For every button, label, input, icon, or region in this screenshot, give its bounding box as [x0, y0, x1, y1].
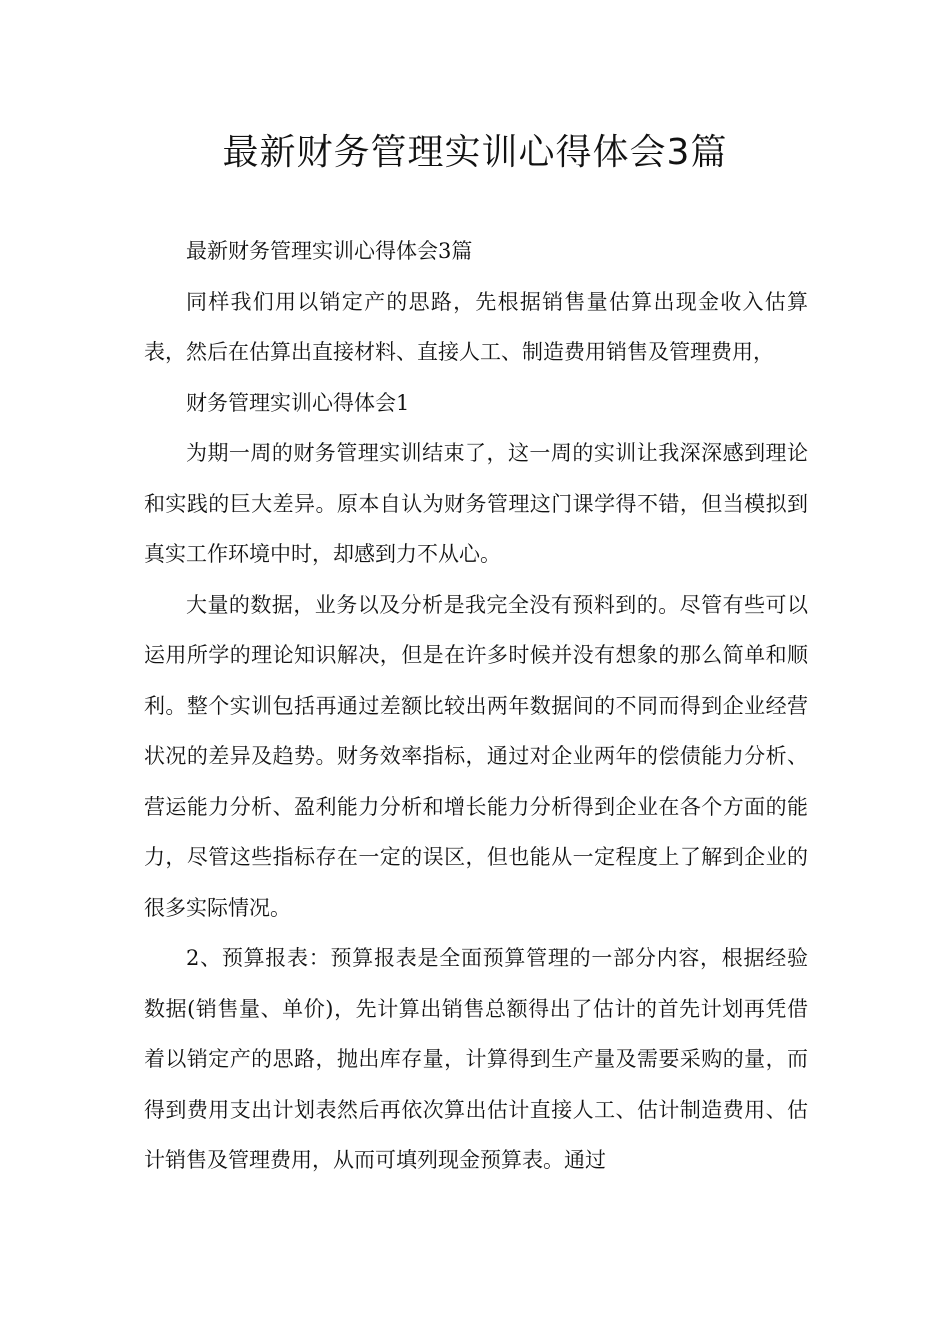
paragraph-training-summary: 为期一周的财务管理实训结束了，这一周的实训让我深深感到理论和实践的巨大差异。原本自认为财务管理这门课学得不错，但当模拟到真实工作环境中时，却感到力不从心。 [144, 441, 808, 566]
paragraph-data-analysis: 大量的数据，业务以及分析是我完全没有预料到的。尽管有些可以运用所学的理论知识解决，但是在许多时候并没有想象的那么简单和顺利。整个实训包括再通过差额比较出两年数据间的不同而得到企业经营状况的差异及趋势。财务效率指标，通过对企业两年的偿债能力分析、营运能力分析、盈利能力分析和增长能力分析得到企业在各个方面的能力，尽管这些指标存在一定的误区，但也能从一定程度上了解到企业的很多实际情况。 [144, 592, 808, 920]
document-body [144, 226, 808, 1186]
paragraph-section-heading-1: 财务管理实训心得体会1 [186, 390, 410, 415]
document-title: 最新财务管理实训心得体会3篇 [222, 132, 728, 173]
paragraph-subtitle: 最新财务管理实训心得体会3篇 [186, 239, 473, 263]
paragraph-budget-report: 2、预算报表：预算报表是全面预算管理的一部分内容，根据经验数据(销售量、单价)，先计算出销售总额得出了估计的首先计划再凭借着以销定产的思路，抛出库存量，计算得到生产量及需要采购的量，而得到费用支出计划表然后再依次算出估计直接人工、估计制造费用、估计销售及管理费用，从而可填列现金预算表。通过 [144, 946, 808, 1172]
paragraph-intro: 同样我们用以销定产的思路，先根据销售量估算出现金收入估算表，然后在估算出直接材料、直接人工、制造费用销售及管理费用， [144, 289, 808, 364]
